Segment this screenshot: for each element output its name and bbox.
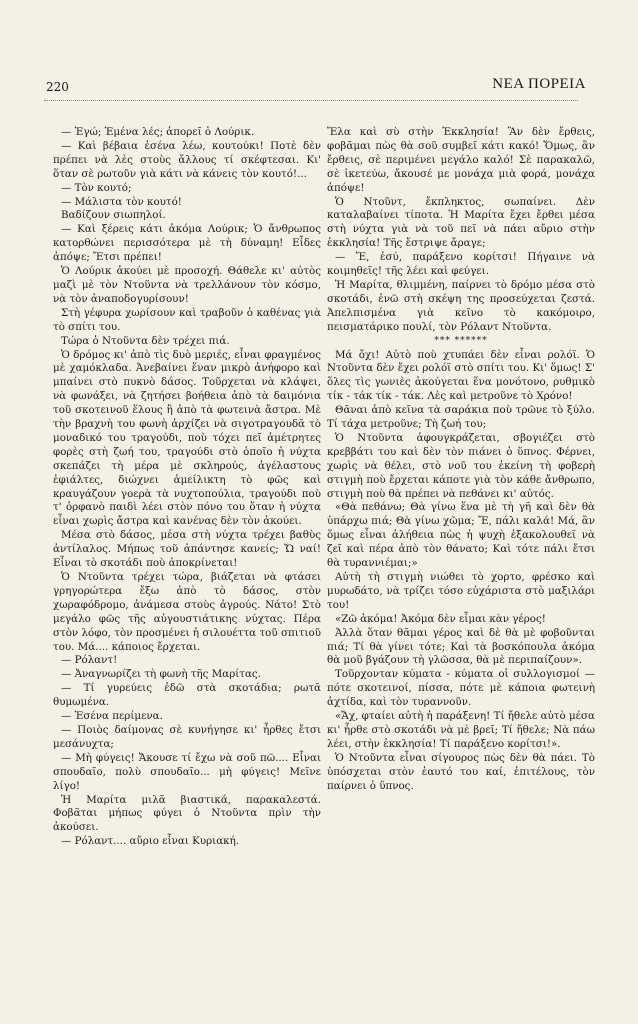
running-title: ΝΕΑ ΠΟΡΕΙΑ [492, 76, 586, 92]
paragraph: Βαδίζουν σιωπηλοί. [61, 209, 166, 222]
paragraph: Αὐτὴ τὴ στιγμὴ νιώθει τὸ χορτο, φρέσκο καὶ μυρωδάτο, νὰ τρίζει τόσο εὐχάριστα στὸ μαξιλάρι του! [327, 571, 595, 611]
paragraph: Ὁ Ντοῦντα εἶναι σίγουρος πὼς δὲν θὰ πάει. Τὸ ὑπόσχεται στὸν ἑαυτό του καί, ἐπιτέλους, τὸν παίρνει ὁ ὕπνος. [327, 751, 595, 792]
paragraph: «Ζῶ ἀκόμα! Ἀκόμα δὲν εἶμαι κὰν γέρος! [335, 612, 546, 625]
paragraph: Ἔλα καὶ σὺ στὴν Ἐκκλησία! Ἂν δὲν ἔρθεις, φοβᾶμαι πὼς θὰ σοῦ συμβεῖ κάτι κακό! Ὅμως, ἂν ἔρθεις, σὲ περιμένει μεγάλο καλό! Σὲ παρακαλῶ, σὲ ἱκετεύω, ἄκουσέ με μονάχα μιὰ φορά, μονάχα ἀπόψε! [327, 126, 595, 194]
paragraph: — Ἐσένα περίμενα. [61, 710, 163, 723]
paragraph: — Ἐγώ; Ἐμένα λές; ἀπορεῖ ὁ Λούρικ. [61, 126, 255, 138]
right-column [327, 126, 595, 794]
left-column [53, 126, 321, 849]
paragraph: Ἡ Μαρίτα, θλιμμένη, παίρνει τὸ δρόμο μέσα στὸ σκοτάδι, ἐνῶ στὴ σκέψη της προσεύχεται ζεστά. Ἀπελπισμένα γιὰ κεῖνο τὸ κακόμοιρο, πεισματάρικο πουλί, τὸν Ρόλαντ Ντοῦντα. [327, 278, 595, 333]
paragraph: Τοῦρχονταν κύματα - κύματα οἱ συλλογισμοί — πότε σκοτεινοί, πίσσα, πότε μὲ κάποια φωτεινὴ ἀχτίδα, καὶ τὸν τυραννοῦν. [327, 668, 595, 709]
page-number: 220 [46, 80, 69, 94]
paragraph: — Τί γυρεύεις ἐδῶ στὰ σκοτάδια; ρωτᾶ θυμωμένα. [53, 682, 321, 709]
paragraph: — Ἀναγνωρίζει τὴ φωνὴ τῆς Μαρίτας. [61, 668, 261, 681]
paragraph: — Ἔ, ἐσύ, παράξενο κορίτσι! Πήγαινε νὰ κοιμηθεῖς! τῆς λέει καὶ φεύγει. [327, 251, 595, 278]
paragraph: Ὁ Ντοῦντα ἀφουγκράζεται, σβογιέζει στὸ κρεββάτι του καὶ δὲν τὸν πιάνει ὁ ὕπνος. Φέρνει, χωρὶς νὰ θέλει, στὸ νοῦ του ἐκείνη τὴ φοβερὴ στιγμὴ ποὺ ἔρχεται κάποτε γιὰ τὸν κάθε ἄνθρωπο, στιγμὴ ποὺ θὰ πρέπει νὰ πεθάνει κι' αὐτός. [327, 431, 595, 500]
paragraph: Μά ὄχι! Αὐτὸ ποὺ χτυπάει δὲν εἶναι ρολόϊ. Ὁ Ντοῦντα δὲν ἔχει ρολόϊ στὸ σπίτι του. Κι' ὅμως! Σ' ὅλες τὶς γωνιὲς ἀκούγεται ἕνα μονότονο, ρυθμικὸ τίκ - τάκ τίκ - τάκ. Λὲς καὶ μετροῦνε τὸ Χρόνο! [327, 348, 595, 403]
paragraph: Τώρα ὁ Ντοῦντα δὲν τρέχει πιά. [61, 334, 230, 347]
paragraph: Ἡ Μαρίτα μιλᾶ βιαστικά, παρακαλεστά. Φοβᾶται μήπως φύγει ὁ Ντοῦντα πρὶν τὴν ἀκούσει. [53, 793, 321, 834]
paragraph: — Τὸν κουτό; [61, 181, 132, 194]
paragraph: — Μάλιστα τὸν κουτό! [61, 195, 182, 208]
paragraph: «Ἄχ, φταίει αὐτὴ ἡ παράξενη! Τί ἤθελε αὐτὸ μέσα κι' ἦρθε στὸ σκοτάδι νὰ μὲ βρεῖ; Τί ἤθελε; Νὰ πάω λέει, στὴν ἐκκλησία! Τί παράξενο κορίτσι!». [327, 710, 595, 750]
paragraph: Μέσα στὸ δάσος, μέσα στὴ νύχτα τρέχει βαθὺς ἀντίλαλος. Μήπως τοῦ ἀπάντησε κανείς; Ὤ ναί! Εἶναι τὸ σκοτάδι ποὺ ἀποκρίνεται! [53, 529, 321, 570]
paragraph: — Καὶ βέβαια ἐσένα λέω, κουτούκι! Ποτὲ δὲν πρέπει νὰ λὲς στοὺς ἄλλους τί σκέφτεσαι. Κι' ὅταν σὲ ρωτοῦν γιὰ κάτι νὰ κάνεις τὸν κουτό!... [53, 139, 321, 180]
paragraph: Ἀλλὰ ὅταν θᾶμαι γέρος καὶ δὲ θὰ μὲ φοβοῦνται πιά; Τί θὰ γίνει τότε; Καὶ τὰ βοσκόπουλα ἀκόμα θὰ μοῦ βγάζουν τὴ γλῶσσα, θὰ μὲ περιπαίζουν». [327, 626, 595, 667]
paragraph: — Ρόλαντ.... αὔριο εἶναι Κυριακή. [61, 835, 240, 848]
paragraph: Ὁ δρόμος κι' ἀπὸ τὶς δυὸ μεριές, εἶναι φραγμένος μὲ χαμόκλαδα. Ἀνεβαίνει ἕναν μικρὸ ἀνήφορο καὶ μπαίνει στὸ πυκνὸ δάσος. Τοῦρχεται νὰ κλάψει, νὰ φωνάξει, νὰ ζητήσει βοήθεια ἀπὸ τὰ δαιμόνια τοῦ σκοτεινοῦ ἕλους ἢ ἀπὸ τὰ φωτεινὰ ἄστρα. Μὲ τὴν βραχνὴ του φωνὴ ἀρχίζει νὰ σιγοτραγουδᾶ τὸ μοναδικό του τραγούδι, ποὺ τόχει πεῖ ἀμέτρητες φορὲς στὴ ζωή του, τραγούδι στὸ ὁποῖο ἡ νύχτα σκεπάζει τὴ μέρα μὲ σκληρούς, ἀγέλαστους ἐφιάλτες, διώχνει ἀμείλικτη τὸ φῶς καὶ κραυγάζουν γοερὰ τὰ νυχτοπούλια, τραγούδι ποὺ τ' ὀρφανὸ παιδὶ λέει στὸν πόνο του ὅταν ἡ νύχτα εἶναι χωρὶς ἄστρα καὶ κανένας δὲν τὸν ἀκούει. [53, 348, 321, 528]
paragraph: Θᾶναι ἀπὸ κεῖνα τὰ σαράκια ποὺ τρῶνε τὸ ξύλο. Τί τάχα μετροῦνε; Τὴ ζωή του; [327, 404, 595, 431]
paragraph: «Θὰ πεθάνω; Θὰ γίνω ἕνα μὲ τὴ γῆ καὶ δὲν θὰ ὑπάρχω πιά; Θὰ γίνω χῶμα; Ἔ, πάλι καλά! Μά, ἂν ὅμως εἶναι ἀλήθεια πὼς ἡ ψυχὴ ἐξακολουθεῖ νὰ ζεῖ καὶ πέρα ἀπὸ τὸν θάνατο; Καὶ τότε πάλι ἔτσι θὰ τυραννιέμαι;» [327, 501, 595, 570]
paragraph: — Μὴ φύγεις! Ἄκουσε τί ἔχω νὰ σοῦ πῶ.... Εἶναι σπουδαῖο, πολὺ σπουδαῖο... μὴ φύγεις! Μεῖνε λίγο! [53, 751, 321, 792]
paragraph: Ὁ Λούρικ ἀκούει μὲ προσοχή. Θάθελε κι' αὐτὸς μαζὶ μὲ τὸν Ντοῦντα νὰ τρελλάνουν τὸν κόσμο, νὰ τὸν ἀναποδογυρίσουν! [53, 265, 321, 305]
paragraph: Ὁ Ντοῦντ, ἔκπληκτος, σωπαίνει. Δὲν καταλαβαίνει τίποτα. Ἡ Μαρίτα ἔχει ἔρθει μέσα στὴ νύχτα γιὰ νὰ τοῦ πεῖ νὰ πάει αὔριο στὴν ἐκκλησία! Τῆς ἔστριψε ἄραγε; [327, 195, 595, 250]
paragraph: — Ποιὸς δαίμονας σὲ κυνήγησε κι' ἦρθες ἔτσι μεσάνυχτα; [53, 723, 321, 750]
paragraph: Στὴ γέφυρα χωρίσουν καὶ τραβοῦν ὁ καθένας γιὰ τὸ σπίτι του. [53, 306, 321, 333]
paragraph: — Καὶ ξέρεις κάτι ἀκόμα Λούρικ; Ὁ ἄνθρωπος κατορθώνει περισσότερα μὲ τὴ δύναμη! Εἶδες ἀπόψε; Ἔτσι πρέπει! [53, 223, 321, 264]
paragraph: — Ρόλαντ! [61, 654, 118, 667]
section-separator: *** ****** [434, 335, 488, 346]
paragraph: Ὁ Ντοῦντα τρέχει τώρα, βιάζεται νὰ φτάσει γρηγορώτερα ἔξω ἀπὸ τὸ δάσος, στὸν χωραφόδρομο, ἀνάμεσα στοὺς ἀγρούς. Νάτο! Στὸ μεγάλο φῶς τῆς αὐγουστιάτικης νύχτας. Πέρα στὸν λόφο, τὸν προσμένει ἡ σιλουέττα τοῦ σπιτιοῦ του. Μά.... κάποιος ἔρχεται. [53, 571, 321, 653]
header-divider [44, 100, 578, 101]
